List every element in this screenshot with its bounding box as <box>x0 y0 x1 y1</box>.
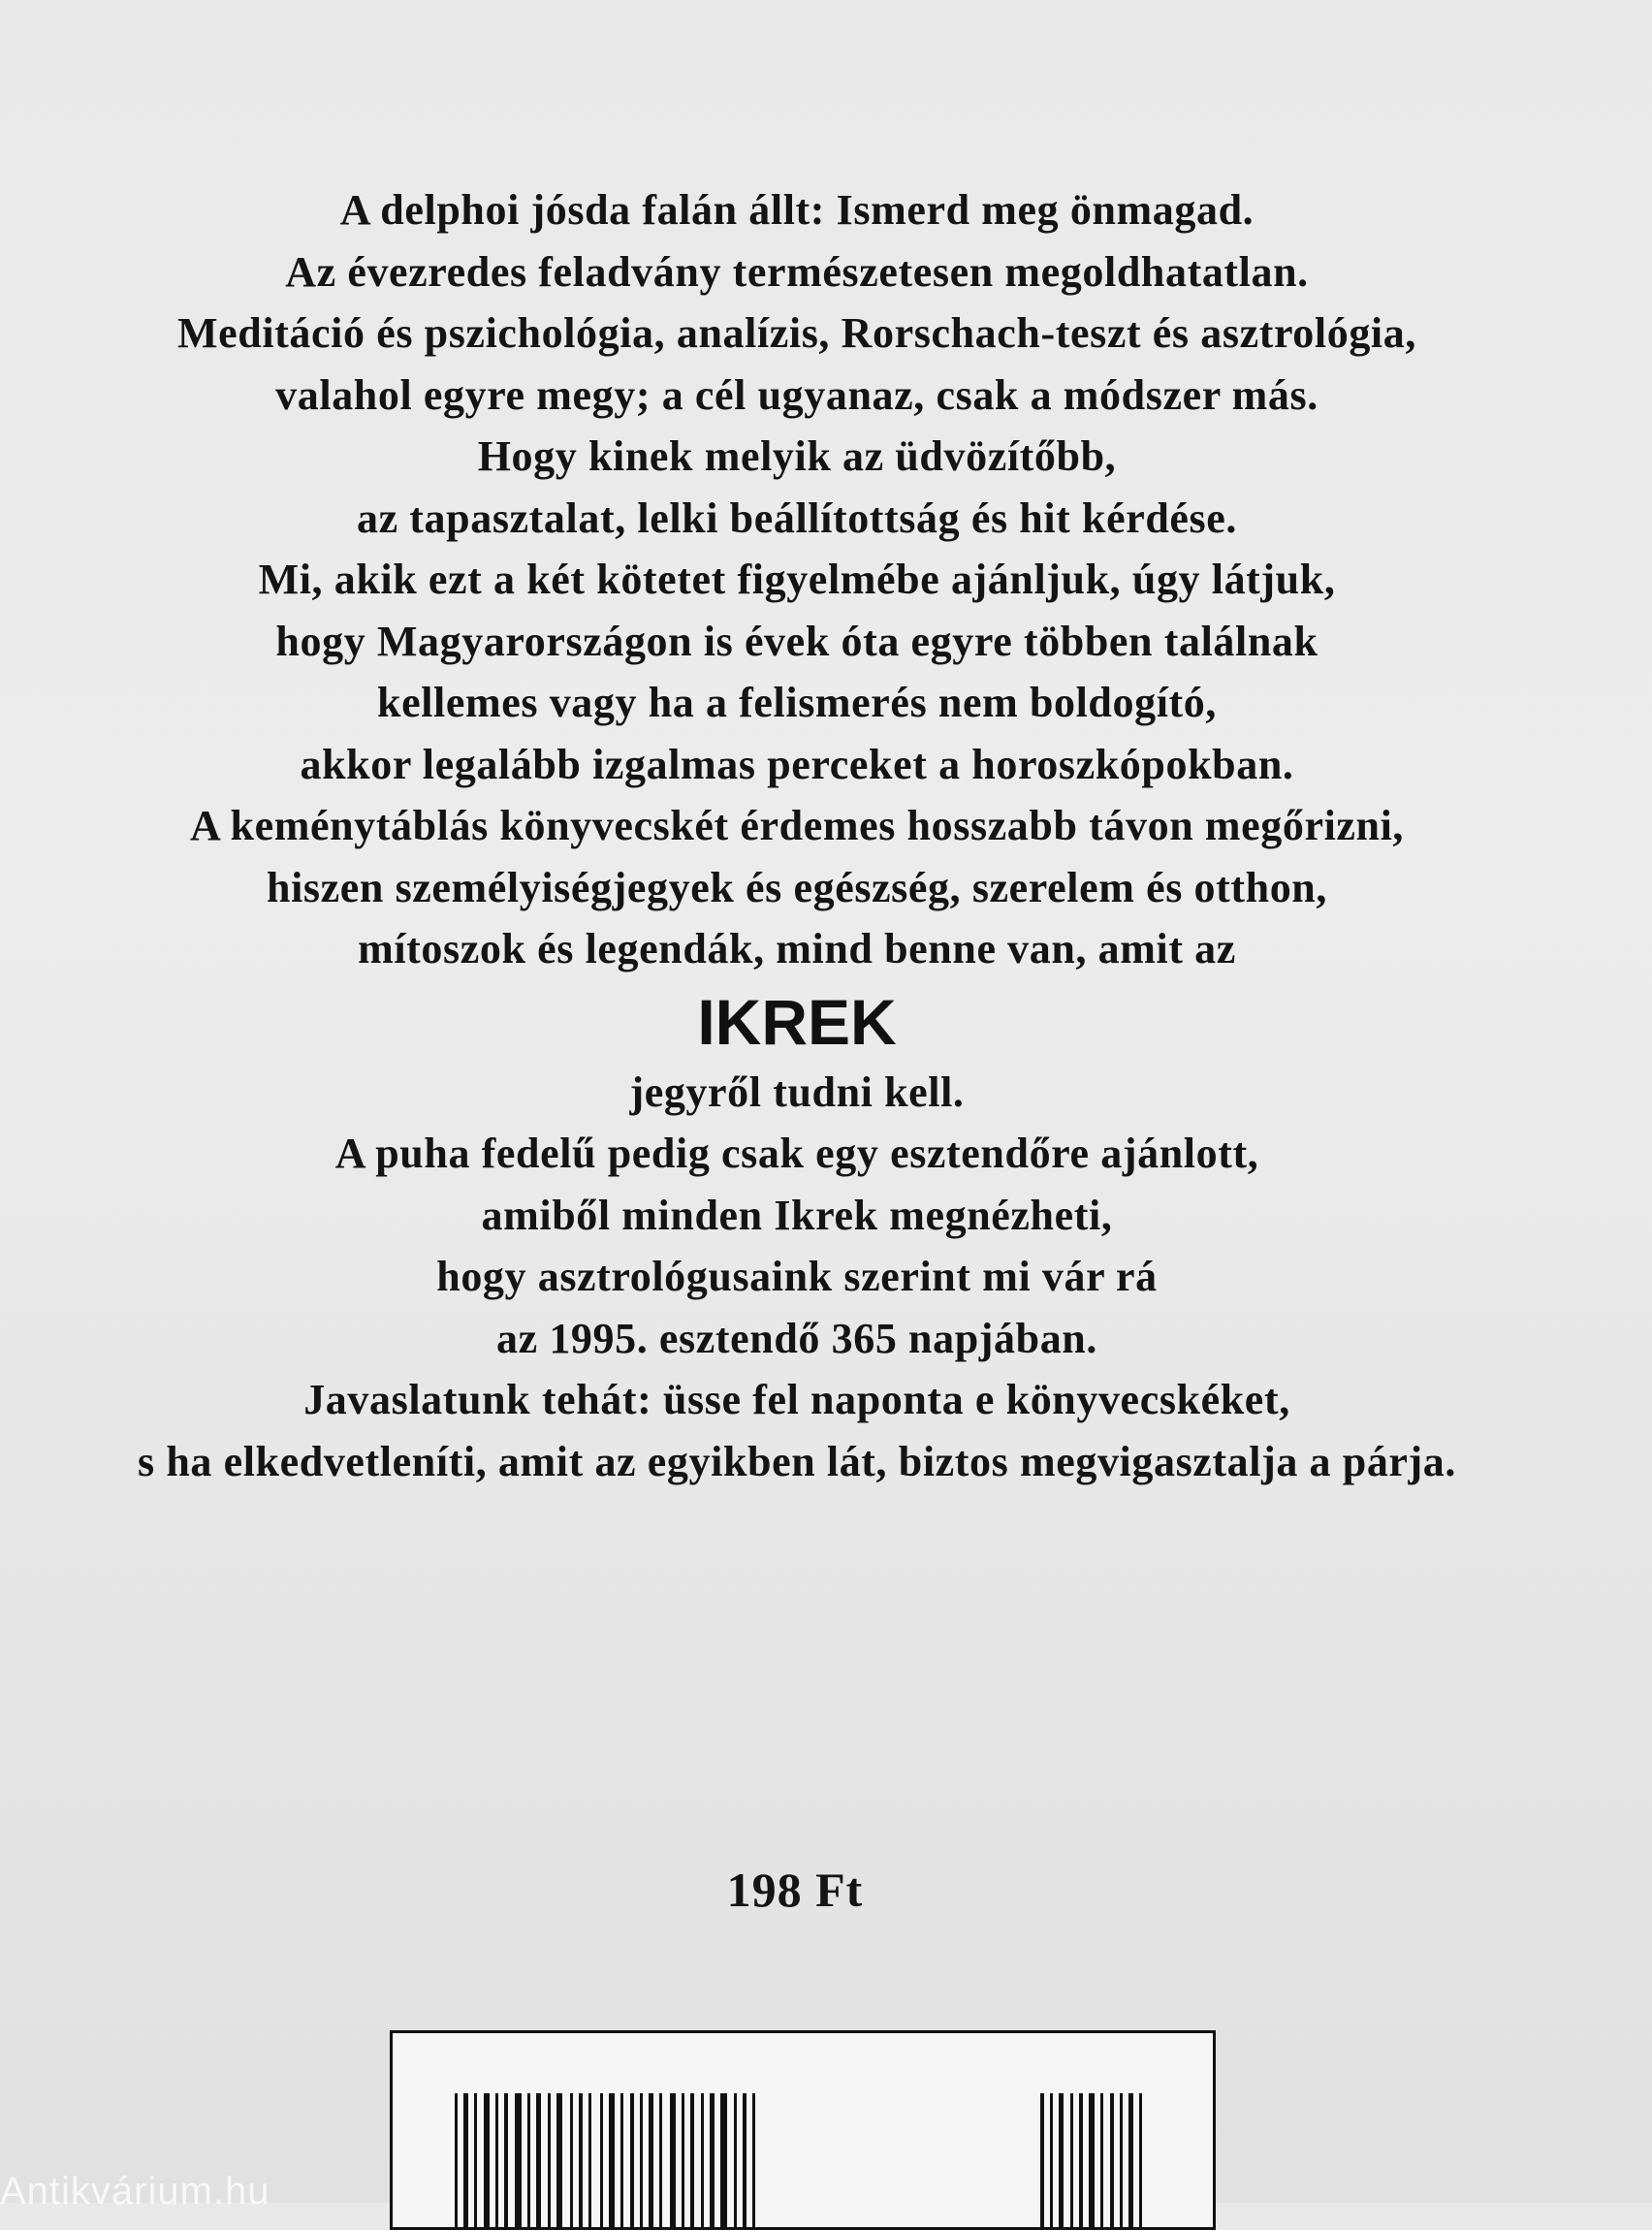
blurb-line: Hogy kinek melyik az üdvözítőbb, <box>477 432 1117 480</box>
barcode-bar <box>1070 2093 1073 2227</box>
watermark-text: Antikvárium.hu <box>0 2170 270 2213</box>
barcode-bar <box>1089 2093 1095 2227</box>
barcode-bar <box>588 2093 591 2227</box>
barcode-bar <box>455 2093 458 2227</box>
blurb-line: akkor legalább izgalmas perceket a horoszkópokban. <box>300 740 1294 788</box>
barcode-bar <box>527 2093 530 2227</box>
barcode-bar <box>743 2093 747 2227</box>
barcode-bar <box>600 2093 603 2227</box>
barcode-bar <box>670 2093 676 2227</box>
blurb-line: az tapasztalat, lelki beállítottság és hit kérdése. <box>356 494 1238 542</box>
barcode-bar <box>659 2093 662 2227</box>
barcode-bar <box>752 2093 755 2227</box>
blurb-line: valahol egyre megy; a cél ugyanaz, csak a módszer más. <box>275 370 1318 419</box>
barcode-bar <box>649 2093 653 2227</box>
barcode-bar <box>515 2093 522 2227</box>
blurb-line: Az évezredes feladvány természetesen megoldhatatlan. <box>285 247 1309 296</box>
barcode-bar <box>570 2093 573 2227</box>
blurb-line: az 1995. esztendő 365 napjában. <box>496 1314 1097 1362</box>
blurb-line: Meditáció és pszichológia, analízis, Rorschach-teszt és asztrológia, <box>177 309 1416 357</box>
zodiac-sign-heading: IKREK <box>697 985 897 1058</box>
barcode-bar <box>536 2093 541 2227</box>
barcode-bar <box>1110 2093 1114 2227</box>
barcode-bar <box>1128 2093 1133 2227</box>
barcode-bar <box>1139 2093 1142 2227</box>
blurb-line: A puha fedelű pedig csak egy esztendőre ajánlott, <box>334 1130 1259 1177</box>
barcode-bar <box>620 2093 623 2227</box>
barcode-bar <box>682 2093 684 2227</box>
barcode-bar <box>1059 2093 1064 2227</box>
barcode-bar <box>495 2093 498 2227</box>
blurb-line: s ha elkedvetleníti, amit az egyikben lát, biztos megvigasztalja a párja. <box>138 1437 1456 1485</box>
blurb-line: jegyről tudni kell. <box>629 1067 965 1116</box>
barcode-bar <box>701 2093 704 2227</box>
blurb-line: mítoszok és legendák, mind benne van, amit az <box>358 925 1236 972</box>
cover-blurb <box>19 179 1574 1492</box>
barcode-bar <box>710 2093 715 2227</box>
blurb-line: A delphoi jósda falán állt: Ismerd meg önmagad. <box>339 186 1255 234</box>
barcode-bar <box>474 2093 477 2227</box>
barcode-bar <box>1079 2093 1083 2227</box>
price-label: 198 Ft <box>726 1863 864 1917</box>
blurb-line: hiszen személyiségjegyek és egészség, szerelem és otthon, <box>267 863 1327 911</box>
barcode-icon <box>393 2033 1213 2227</box>
barcode-bar <box>579 2093 583 2227</box>
barcode-bar <box>734 2093 737 2227</box>
barcode-bar <box>548 2093 551 2227</box>
barcode-bar <box>463 2093 468 2227</box>
barcode-panel <box>390 2030 1216 2230</box>
barcode-bar <box>630 2093 634 2227</box>
barcode-bar <box>609 2093 615 2227</box>
barcode-bar <box>690 2093 694 2227</box>
barcode-bar <box>1120 2093 1123 2227</box>
blurb-line: A keménytáblás könyvecskét érdemes hosszabb távon megőrizni, <box>189 802 1405 849</box>
barcode-bar <box>640 2093 643 2227</box>
blurb-line: amiből minden Ikrek megnézheti, <box>481 1191 1113 1239</box>
blurb-line: Javaslatunk tehát: üsse fel naponta e könyvecskéket, <box>303 1376 1290 1423</box>
barcode-bar <box>1100 2093 1103 2227</box>
blurb-line: Mi, akik ezt a két kötetet figyelmébe ajánljuk, úgy látjuk, <box>258 556 1336 603</box>
barcode-bar <box>1050 2093 1053 2227</box>
barcode-bar <box>720 2093 727 2227</box>
barcode-bar <box>484 2093 490 2227</box>
blurb-line: hogy asztrológusaink szerint mi vár rá <box>436 1253 1158 1300</box>
blurb-line: hogy Magyarországon is évek óta egyre többen találnak <box>275 617 1318 665</box>
blurb-line: kellemes vagy ha a felismerés nem boldogító, <box>377 679 1217 726</box>
barcode-bar <box>1040 2093 1044 2227</box>
barcode-bar <box>504 2093 508 2227</box>
barcode-bar <box>556 2093 562 2227</box>
